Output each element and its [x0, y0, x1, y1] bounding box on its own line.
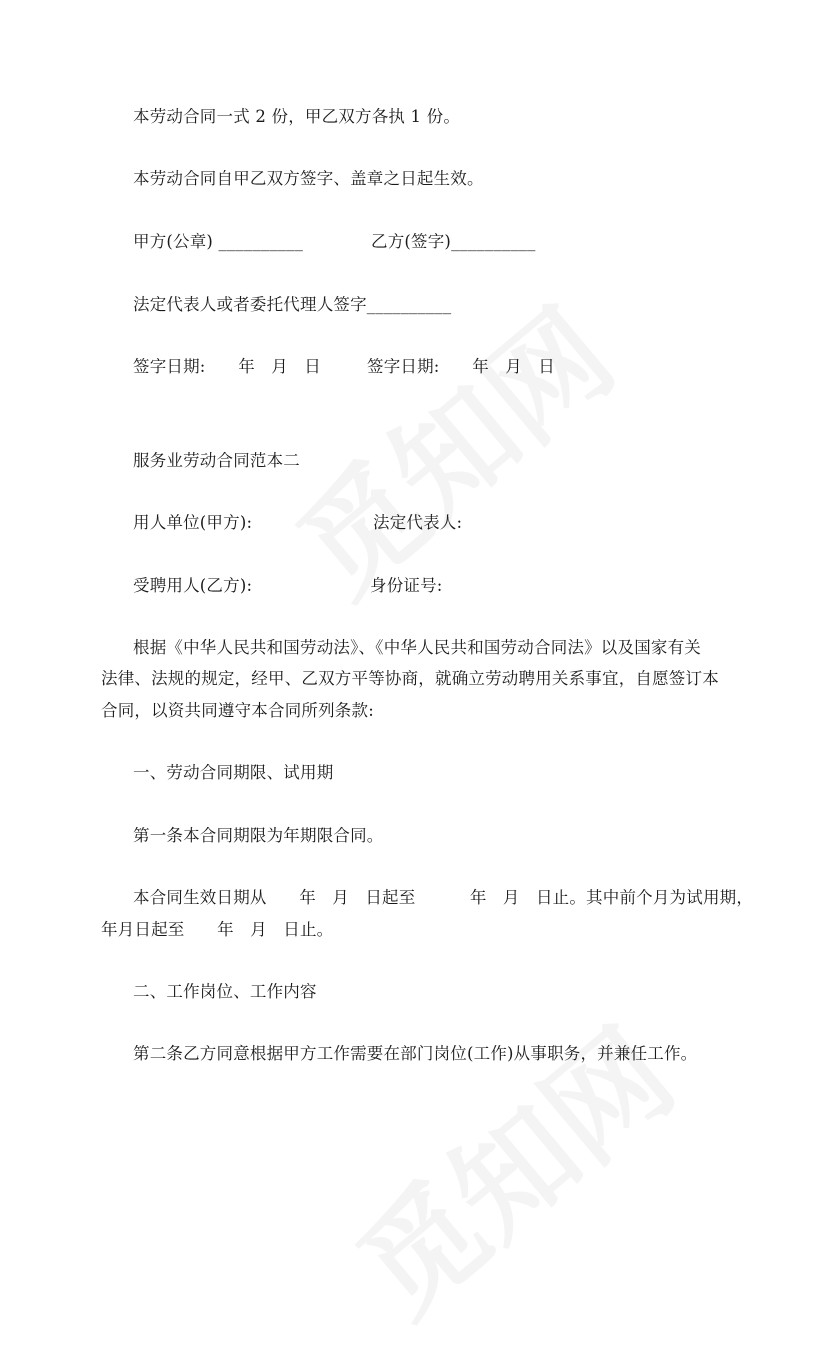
party-a-seal-line: 甲方(公章) __________ [133, 232, 304, 251]
legal-representative-label: 法定代表人: [373, 513, 463, 532]
heading-position: 二、工作岗位、工作内容 [133, 982, 317, 1001]
effective-clause: 本劳动合同自甲乙双方签字、盖章之日起生效。 [133, 169, 484, 188]
sign-date-a: 签字日期: 年 月 日 [133, 357, 321, 376]
preamble-line-3: 合同，以资共同遵守本合同所列条款: [101, 701, 374, 720]
article-1: 第一条本合同期限为年期限合同。 [133, 826, 384, 845]
id-number-label: 身份证号: [370, 576, 443, 595]
section-title: 服务业劳动合同范本二 [133, 451, 300, 470]
employer-label: 用人单位(甲方): [133, 513, 253, 532]
watermark [257, 264, 643, 627]
heading-term: 一、劳动合同期限、试用期 [133, 763, 334, 782]
employee-label: 受聘用人(乙方): [133, 576, 253, 595]
representative-sign-line: 法定代表人或者委托代理人签字__________ [133, 295, 452, 314]
article-2: 第二条乙方同意根据甲方工作需要在部门岗位(工作)从事职务，并兼任工作。 [133, 1044, 698, 1063]
preamble-line-1: 根据《中华人民共和国劳动法》、《中华人民共和国劳动合同法》以及国家有关 [133, 638, 701, 657]
watermark [317, 984, 703, 1347]
sign-date-b: 签字日期: 年 月 日 [367, 357, 555, 376]
party-b-sign-line: 乙方(签字)__________ [371, 232, 536, 251]
probation-line: 年月日起至 年 月 日止。 [101, 920, 334, 939]
effective-date-line: 本合同生效日期从 年 月 日起至 年 月 日止。其中前个月为试用期， [133, 888, 754, 907]
preamble-line-2: 法律、法规的规定，经甲、乙双方平等协商，就确立劳动聘用关系事宜，自愿签订本 [101, 669, 719, 688]
copies-clause: 本劳动合同一式 2 份，甲乙双方各执 1 份。 [133, 107, 461, 126]
